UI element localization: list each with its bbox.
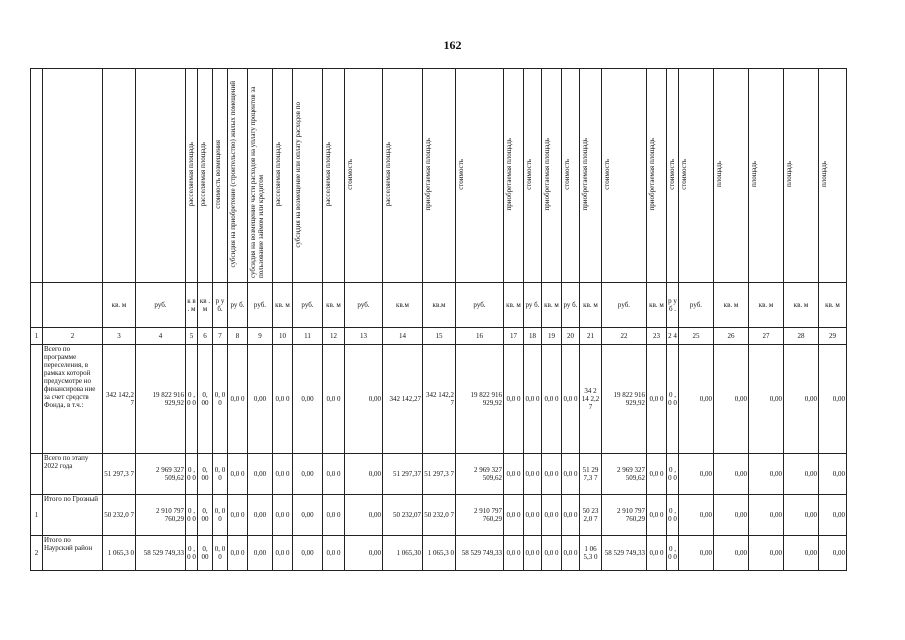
header-cell bbox=[31, 69, 43, 283]
table-cell: 19 822 916 929,92 bbox=[602, 345, 647, 454]
header-label: площадь bbox=[785, 161, 793, 188]
header-cell bbox=[273, 69, 293, 283]
table-cell: 0, 0 0 bbox=[213, 495, 228, 536]
table-cell: 0,00 bbox=[248, 345, 273, 454]
header-cell bbox=[749, 69, 784, 283]
table-cell: 0,0 0 bbox=[542, 495, 562, 536]
table-cell: 0,00 bbox=[679, 454, 714, 495]
table-cell: 0,0 0 bbox=[542, 345, 562, 454]
unit-cell: кв. м bbox=[323, 283, 345, 328]
header-label: субсидия на приобретение (строительство) жилых помещений bbox=[229, 81, 237, 268]
column-number: 8 bbox=[228, 328, 248, 345]
table-cell: 0,00 bbox=[248, 536, 273, 571]
header-label: субсидия на возмещение или оплату расходов по bbox=[294, 101, 302, 248]
header-cell bbox=[542, 69, 562, 283]
row-name: Всего по этапу 2022 года bbox=[43, 454, 103, 495]
table-cell: 0,0 0 bbox=[562, 454, 580, 495]
row-index bbox=[31, 454, 43, 495]
table-cell: 51 297,37 bbox=[383, 454, 423, 495]
column-number: 2 bbox=[43, 328, 103, 345]
header-cell bbox=[647, 69, 667, 283]
column-number: 10 bbox=[273, 328, 293, 345]
table-cell: 0,00 bbox=[345, 454, 383, 495]
header-label: стоимость bbox=[680, 159, 688, 190]
header-label: стоимость bbox=[668, 159, 676, 190]
table-cell: 342 142,27 bbox=[383, 345, 423, 454]
column-number: 23 bbox=[647, 328, 667, 345]
header-cell bbox=[679, 69, 714, 283]
header-cell bbox=[43, 69, 103, 283]
table-cell: 2 969 327 509,62 bbox=[456, 454, 504, 495]
column-number: 21 bbox=[580, 328, 602, 345]
column-number: 17 bbox=[504, 328, 524, 345]
table-cell: 0,0 0 bbox=[504, 454, 524, 495]
table-cell: 50 232,0 7 bbox=[423, 495, 456, 536]
table-cell: 0,0 0 bbox=[562, 536, 580, 571]
header-cell bbox=[456, 69, 504, 283]
header-label: расселяемая площадь bbox=[199, 142, 207, 207]
table-cell: 0,00 bbox=[784, 345, 819, 454]
table-cell: 0,00 bbox=[714, 495, 749, 536]
table-cell: 0,00 bbox=[819, 536, 847, 571]
table-cell: 0,00 bbox=[679, 345, 714, 454]
table-cell: 0,0 0 bbox=[273, 345, 293, 454]
unit-cell: руб. bbox=[248, 283, 273, 328]
table-row bbox=[31, 345, 847, 454]
table-cell: 0,00 bbox=[749, 536, 784, 571]
table-cell: 2 910 797 760,29 bbox=[456, 495, 504, 536]
header-cell bbox=[323, 69, 345, 283]
table-cell: 0,00 bbox=[819, 454, 847, 495]
table-cell: 0, 0 0 bbox=[213, 454, 228, 495]
column-number: 7 bbox=[213, 328, 228, 345]
table-cell: 2 969 327 509,62 bbox=[136, 454, 186, 495]
table-cell: 50 23 2,0 7 bbox=[580, 495, 602, 536]
table-cell: 0 , 0 0 bbox=[186, 345, 198, 454]
table-cell: 0,0 0 bbox=[273, 495, 293, 536]
table-cell: 0,0 0 bbox=[228, 454, 248, 495]
table-cell: 0,0 0 bbox=[647, 454, 667, 495]
table-cell: 0, 0 0 bbox=[213, 536, 228, 571]
column-number: 27 bbox=[749, 328, 784, 345]
header-cell bbox=[667, 69, 679, 283]
table-cell: 0,0 0 bbox=[647, 495, 667, 536]
table-cell: 0,00 bbox=[784, 495, 819, 536]
table-cell: 0,0 0 bbox=[228, 345, 248, 454]
header-cell bbox=[562, 69, 580, 283]
unit-cell: кв. м bbox=[542, 283, 562, 328]
table-cell: 58 529 749,33 bbox=[136, 536, 186, 571]
table-cell: 0 , 0 0 bbox=[667, 495, 679, 536]
row-index bbox=[31, 345, 43, 454]
table-cell: 2 910 797 760,29 bbox=[602, 495, 647, 536]
header-cell bbox=[186, 69, 198, 283]
column-number: 3 bbox=[103, 328, 136, 345]
header-cell bbox=[819, 69, 847, 283]
header-label: стоимость bbox=[525, 159, 533, 190]
table-cell: 0,0 0 bbox=[542, 454, 562, 495]
header-cell bbox=[524, 69, 542, 283]
table-cell: 0,0 0 bbox=[323, 495, 345, 536]
unit-cell: р у б . bbox=[667, 283, 679, 328]
table-cell: 51 297,3 7 bbox=[103, 454, 136, 495]
unit-cell: руб. bbox=[345, 283, 383, 328]
column-number: 29 bbox=[819, 328, 847, 345]
table-cell: 0 , 0 0 bbox=[667, 536, 679, 571]
header-cell bbox=[103, 69, 136, 283]
row-index: 2 bbox=[31, 536, 43, 571]
row-name: Всего по программе переселения, в рамках которой предусмотре но финансирова ние за счет средств Фонда, в т.ч.: bbox=[43, 345, 103, 454]
table-cell: 0,00 bbox=[345, 345, 383, 454]
unit-cell: кв . м bbox=[198, 283, 213, 328]
table-cell: 0,00 bbox=[749, 454, 784, 495]
table-row bbox=[31, 454, 847, 495]
column-number: 13 bbox=[345, 328, 383, 345]
unit-cell: ру б. bbox=[524, 283, 542, 328]
table-cell: 0 , 0 0 bbox=[186, 495, 198, 536]
header-cell bbox=[213, 69, 228, 283]
table-cell: 0,0 0 bbox=[524, 345, 542, 454]
unit-cell: ру б. bbox=[562, 283, 580, 328]
header-cell bbox=[136, 69, 186, 283]
table-cell: 1 065,3 0 bbox=[423, 536, 456, 571]
table-cell: 0,0 0 bbox=[323, 345, 345, 454]
header-label: расселяемая площадь bbox=[384, 142, 392, 207]
table-row bbox=[31, 536, 847, 571]
table-cell: 0,00 bbox=[784, 536, 819, 571]
column-number: 11 bbox=[293, 328, 323, 345]
column-number: 15 bbox=[423, 328, 456, 345]
header-label: приобретаемая площадь bbox=[543, 138, 551, 211]
table-cell: 58 529 749,33 bbox=[456, 536, 504, 571]
header-cell bbox=[293, 69, 323, 283]
unit-cell: к в . м bbox=[186, 283, 198, 328]
table-cell: 0,00 bbox=[293, 495, 323, 536]
table-cell: 0,0 0 bbox=[323, 454, 345, 495]
table-cell: 0,0 0 bbox=[228, 495, 248, 536]
column-number: 2 4 bbox=[667, 328, 679, 345]
table-cell: 0,00 bbox=[749, 495, 784, 536]
column-number: 6 bbox=[198, 328, 213, 345]
table-cell: 0,00 bbox=[714, 454, 749, 495]
table-cell: 0, 00 bbox=[198, 495, 213, 536]
unit-cell: кв.м bbox=[423, 283, 456, 328]
table-cell: 2 969 327 509,62 bbox=[602, 454, 647, 495]
column-number: 14 bbox=[383, 328, 423, 345]
table-cell: 0,0 0 bbox=[542, 536, 562, 571]
table-cell: 0,0 0 bbox=[647, 536, 667, 571]
table-cell: 0,00 bbox=[819, 345, 847, 454]
column-number: 28 bbox=[784, 328, 819, 345]
unit-cell: кв. м bbox=[504, 283, 524, 328]
table-cell: 0 , 0 0 bbox=[186, 454, 198, 495]
unit-cell: кв. м bbox=[784, 283, 819, 328]
unit-cell: кв. м bbox=[580, 283, 602, 328]
unit-cell: кв. м bbox=[749, 283, 784, 328]
table-cell: 0,00 bbox=[679, 536, 714, 571]
table-cell: 0,00 bbox=[293, 454, 323, 495]
unit-cell bbox=[43, 283, 103, 328]
header-label: субсидия на возмещение части расходов на уплату процентов за пользование займом или кредитом bbox=[249, 87, 266, 279]
header-cell bbox=[423, 69, 456, 283]
column-number: 9 bbox=[248, 328, 273, 345]
table-cell: 0,00 bbox=[679, 495, 714, 536]
table-cell: 0,00 bbox=[784, 454, 819, 495]
header-cell bbox=[784, 69, 819, 283]
header-label: расселяемая площадь bbox=[274, 142, 282, 207]
column-number: 25 bbox=[679, 328, 714, 345]
unit-cell: руб. bbox=[293, 283, 323, 328]
header-cell bbox=[602, 69, 647, 283]
table-cell: 1 065,3 0 bbox=[103, 536, 136, 571]
header-cell bbox=[228, 69, 248, 283]
table-cell: 0,0 0 bbox=[647, 345, 667, 454]
table-cell: 51 297,3 7 bbox=[423, 454, 456, 495]
table-cell: 0,0 0 bbox=[273, 536, 293, 571]
unit-cell: руб. bbox=[679, 283, 714, 328]
table-cell: 342 142,2 7 bbox=[103, 345, 136, 454]
column-number: 12 bbox=[323, 328, 345, 345]
unit-cell: кв. м bbox=[273, 283, 293, 328]
table-row bbox=[31, 495, 847, 536]
header-label: стоимость bbox=[457, 159, 465, 190]
header-label: стоимость возмещения bbox=[214, 140, 222, 209]
table-cell: 0,0 0 bbox=[562, 495, 580, 536]
table-cell: 0, 0 0 bbox=[213, 345, 228, 454]
table-cell: 0,00 bbox=[749, 345, 784, 454]
table-cell: 0,00 bbox=[248, 454, 273, 495]
table-cell: 19 822 916 929,92 bbox=[456, 345, 504, 454]
table-cell: 58 529 749,33 bbox=[602, 536, 647, 571]
table-cell: 50 232,0 7 bbox=[103, 495, 136, 536]
header-label: площадь bbox=[750, 161, 758, 188]
table-cell: 0 , 0 0 bbox=[186, 536, 198, 571]
table-cell: 0,0 0 bbox=[504, 536, 524, 571]
unit-cell: ру б. bbox=[228, 283, 248, 328]
table-cell: 2 910 797 760,29 bbox=[136, 495, 186, 536]
header-cell bbox=[504, 69, 524, 283]
table-cell: 0, 00 bbox=[198, 536, 213, 571]
table-cell: 0,00 bbox=[293, 345, 323, 454]
header-label: приобретаемая площадь bbox=[505, 138, 513, 211]
table-cell: 1 06 5,3 0 bbox=[580, 536, 602, 571]
unit-cell: кв. м bbox=[819, 283, 847, 328]
column-number: 16 bbox=[456, 328, 504, 345]
units-row bbox=[31, 283, 847, 328]
table-cell: 0,00 bbox=[248, 495, 273, 536]
table-cell: 0, 00 bbox=[198, 454, 213, 495]
header-label: приобретаемая площадь bbox=[581, 138, 589, 211]
column-number: 26 bbox=[714, 328, 749, 345]
header-cell bbox=[198, 69, 213, 283]
column-number-row bbox=[31, 328, 847, 345]
row-name: Итого по Грозный bbox=[43, 495, 103, 536]
table-cell: 0 , 0 0 bbox=[667, 345, 679, 454]
header-label: расселяемая площадь bbox=[187, 142, 195, 207]
header-label: площадь bbox=[820, 161, 828, 188]
table-cell: 0,0 0 bbox=[228, 536, 248, 571]
table-cell: 0,0 0 bbox=[562, 345, 580, 454]
unit-cell: кв. м bbox=[103, 283, 136, 328]
table-cell: 0,00 bbox=[293, 536, 323, 571]
table-cell: 0,0 0 bbox=[504, 495, 524, 536]
table-cell: 0,0 0 bbox=[524, 454, 542, 495]
resettlement-table bbox=[30, 68, 847, 571]
table-cell: 0,00 bbox=[819, 495, 847, 536]
table-cell: 34 2 14 2,2 7 bbox=[580, 345, 602, 454]
header-label: расселяемая площадь bbox=[324, 142, 332, 207]
table-cell: 50 232,07 bbox=[383, 495, 423, 536]
column-number: 18 bbox=[524, 328, 542, 345]
table-cell: 0, 00 bbox=[198, 345, 213, 454]
column-number: 20 bbox=[562, 328, 580, 345]
table-cell: 0 , 0 0 bbox=[667, 454, 679, 495]
table-cell: 51 29 7,3 7 bbox=[580, 454, 602, 495]
unit-cell: кв. м bbox=[647, 283, 667, 328]
unit-cell bbox=[31, 283, 43, 328]
table-cell: 0,0 0 bbox=[504, 345, 524, 454]
column-number: 1 bbox=[31, 328, 43, 345]
header-label: площадь bbox=[715, 161, 723, 188]
header-label: стоимость bbox=[603, 159, 611, 190]
table-cell: 19 822 916 929,92 bbox=[136, 345, 186, 454]
page-number: 162 bbox=[443, 38, 462, 52]
table-cell: 0,00 bbox=[345, 495, 383, 536]
header-cell bbox=[383, 69, 423, 283]
column-number: 22 bbox=[602, 328, 647, 345]
table-cell: 0,0 0 bbox=[323, 536, 345, 571]
table-cell: 0,00 bbox=[714, 536, 749, 571]
unit-cell: руб. bbox=[456, 283, 504, 328]
row-name: Итого по Наурский район bbox=[43, 536, 103, 571]
header-label: стоимость bbox=[346, 159, 354, 190]
row-index: 1 bbox=[31, 495, 43, 536]
unit-cell: руб. bbox=[136, 283, 186, 328]
table-cell: 0,00 bbox=[714, 345, 749, 454]
header-label: стоимость bbox=[563, 159, 571, 190]
table-cell: 0,0 0 bbox=[524, 495, 542, 536]
header-cell bbox=[345, 69, 383, 283]
header-cell bbox=[248, 69, 273, 283]
header-label: приобретаемая площадь bbox=[648, 138, 656, 211]
unit-cell: руб. bbox=[602, 283, 647, 328]
header-cell bbox=[580, 69, 602, 283]
unit-cell: р у б. bbox=[213, 283, 228, 328]
unit-cell: кв.м bbox=[383, 283, 423, 328]
column-number: 19 bbox=[542, 328, 562, 345]
unit-cell: кв. м bbox=[714, 283, 749, 328]
table-cell: 0,00 bbox=[345, 536, 383, 571]
table-cell: 342 142,2 7 bbox=[423, 345, 456, 454]
table-cell: 0,0 0 bbox=[273, 454, 293, 495]
header-label: приобретаемая площадь bbox=[424, 138, 432, 211]
column-number: 4 bbox=[136, 328, 186, 345]
table-cell: 1 065,30 bbox=[383, 536, 423, 571]
header-row bbox=[31, 69, 847, 283]
column-number: 5 bbox=[186, 328, 198, 345]
table-cell: 0,0 0 bbox=[524, 536, 542, 571]
header-cell bbox=[714, 69, 749, 283]
